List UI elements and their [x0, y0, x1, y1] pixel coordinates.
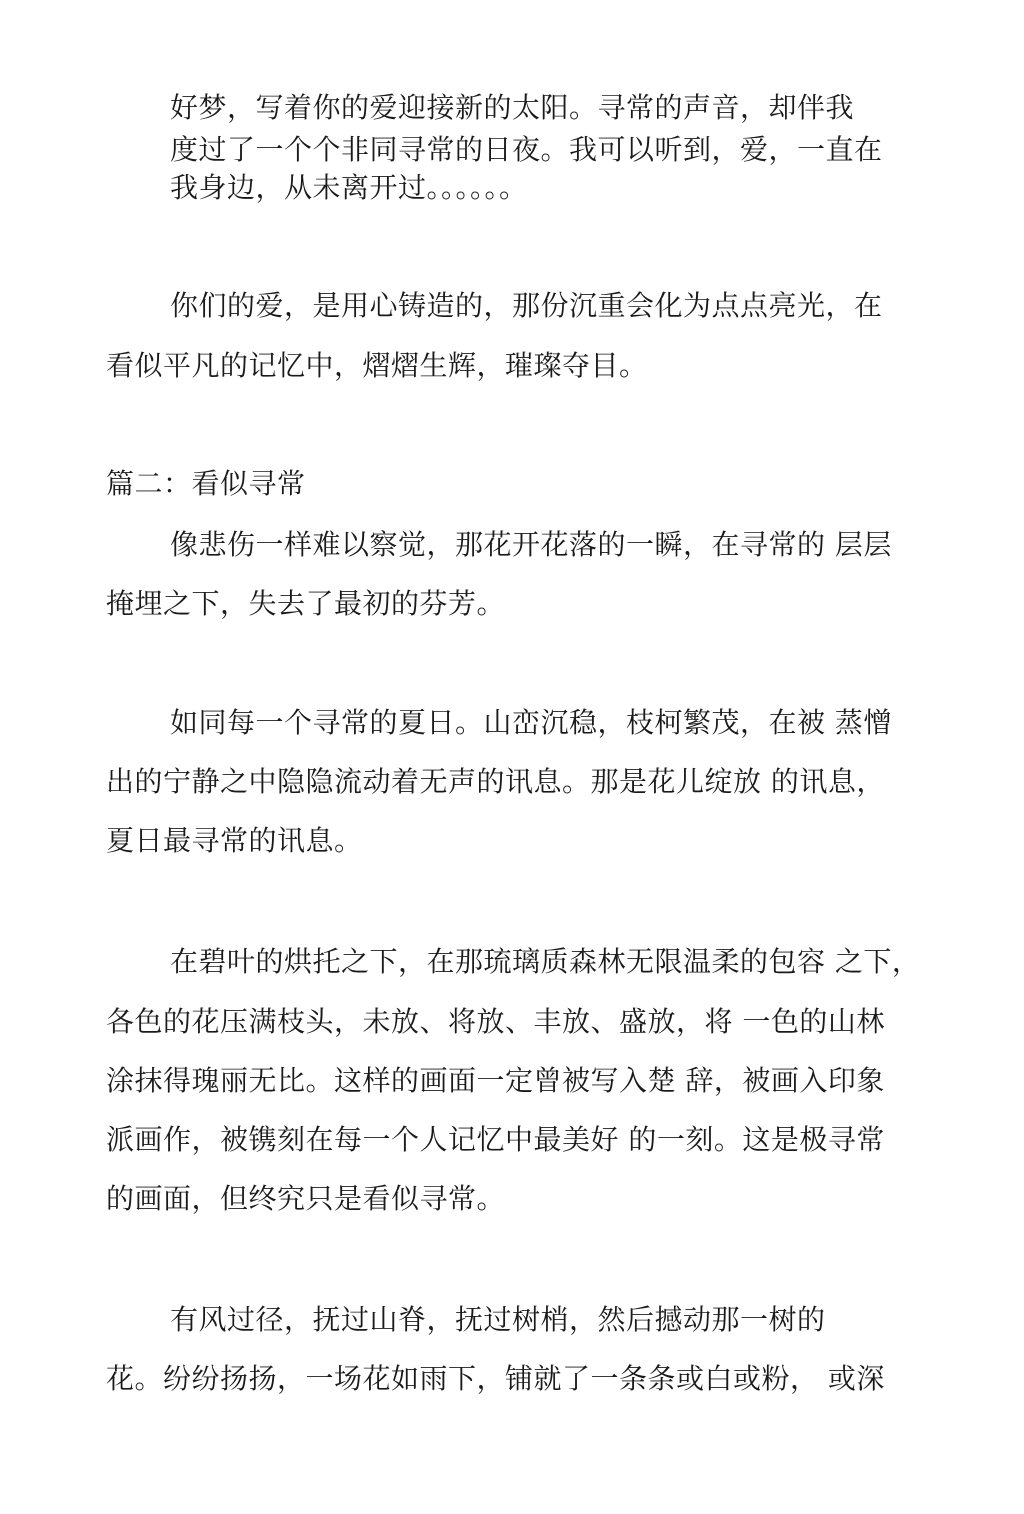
paragraph-1-line-3: 我身边，从未离开过。。。。。。: [170, 171, 528, 204]
paragraph-4-line-3: 夏日最寻常的讯息。: [106, 824, 363, 857]
paragraph-5-line-4: 派画作，被镌刻在每一个人记忆中最美好 的一刻。这是极寻常: [106, 1123, 885, 1156]
section-heading: 篇二：看似寻常: [106, 467, 306, 500]
paragraph-4-line-1: 如同每一个寻常的夏日。山峦沉稳，枝柯繁茂，在被 蒸憎: [170, 706, 892, 739]
paragraph-4-line-2: 出的宁静之中隐隐流动着无声的讯息。那是花儿绽放 的讯息，: [106, 765, 885, 798]
paragraph-5-line-1: 在碧叶的烘托之下，在那琉璃质森林无限温柔的包容 之下，: [170, 945, 921, 978]
paragraph-5-line-5: 的画面，但终究只是看似寻常。: [106, 1182, 506, 1215]
paragraph-2-line-2: 看似平凡的记忆中，熠熠生辉，璀璨夺目。: [106, 349, 648, 382]
paragraph-1-line-2: 度过了一个个非同寻常的日夜。我可以听到，爱，一直在: [170, 133, 883, 166]
paragraph-6-line-2: 花。纷纷扬扬，一场花如雨下，铺就了一条条或白或粉， 或深: [106, 1362, 885, 1395]
paragraph-3-line-2: 掩埋之下，失去了最初的芬芳。: [106, 587, 506, 620]
paragraph-5-line-3: 涂抹得瑰丽无比。这样的画面一定曾被写入楚 辞，被画入印象: [106, 1064, 885, 1097]
paragraph-1-line-1: 好梦，写着你的爱迎接新的太阳。寻常的声音，却伴我: [170, 91, 855, 124]
paragraph-5-line-2: 各色的花压满枝头，未放、将放、丰放、盛放，将 一色的山林: [106, 1005, 885, 1038]
paragraph-3-line-1: 像悲伤一样难以察觉，那花开花落的一瞬，在寻常的 层层: [170, 528, 892, 561]
paragraph-6-line-1: 有风过径，抚过山脊，抚过树梢，然后撼动那一树的: [170, 1303, 826, 1336]
paragraph-2-line-1: 你们的爱，是用心铸造的，那份沉重会化为点点亮光，在: [170, 289, 883, 322]
